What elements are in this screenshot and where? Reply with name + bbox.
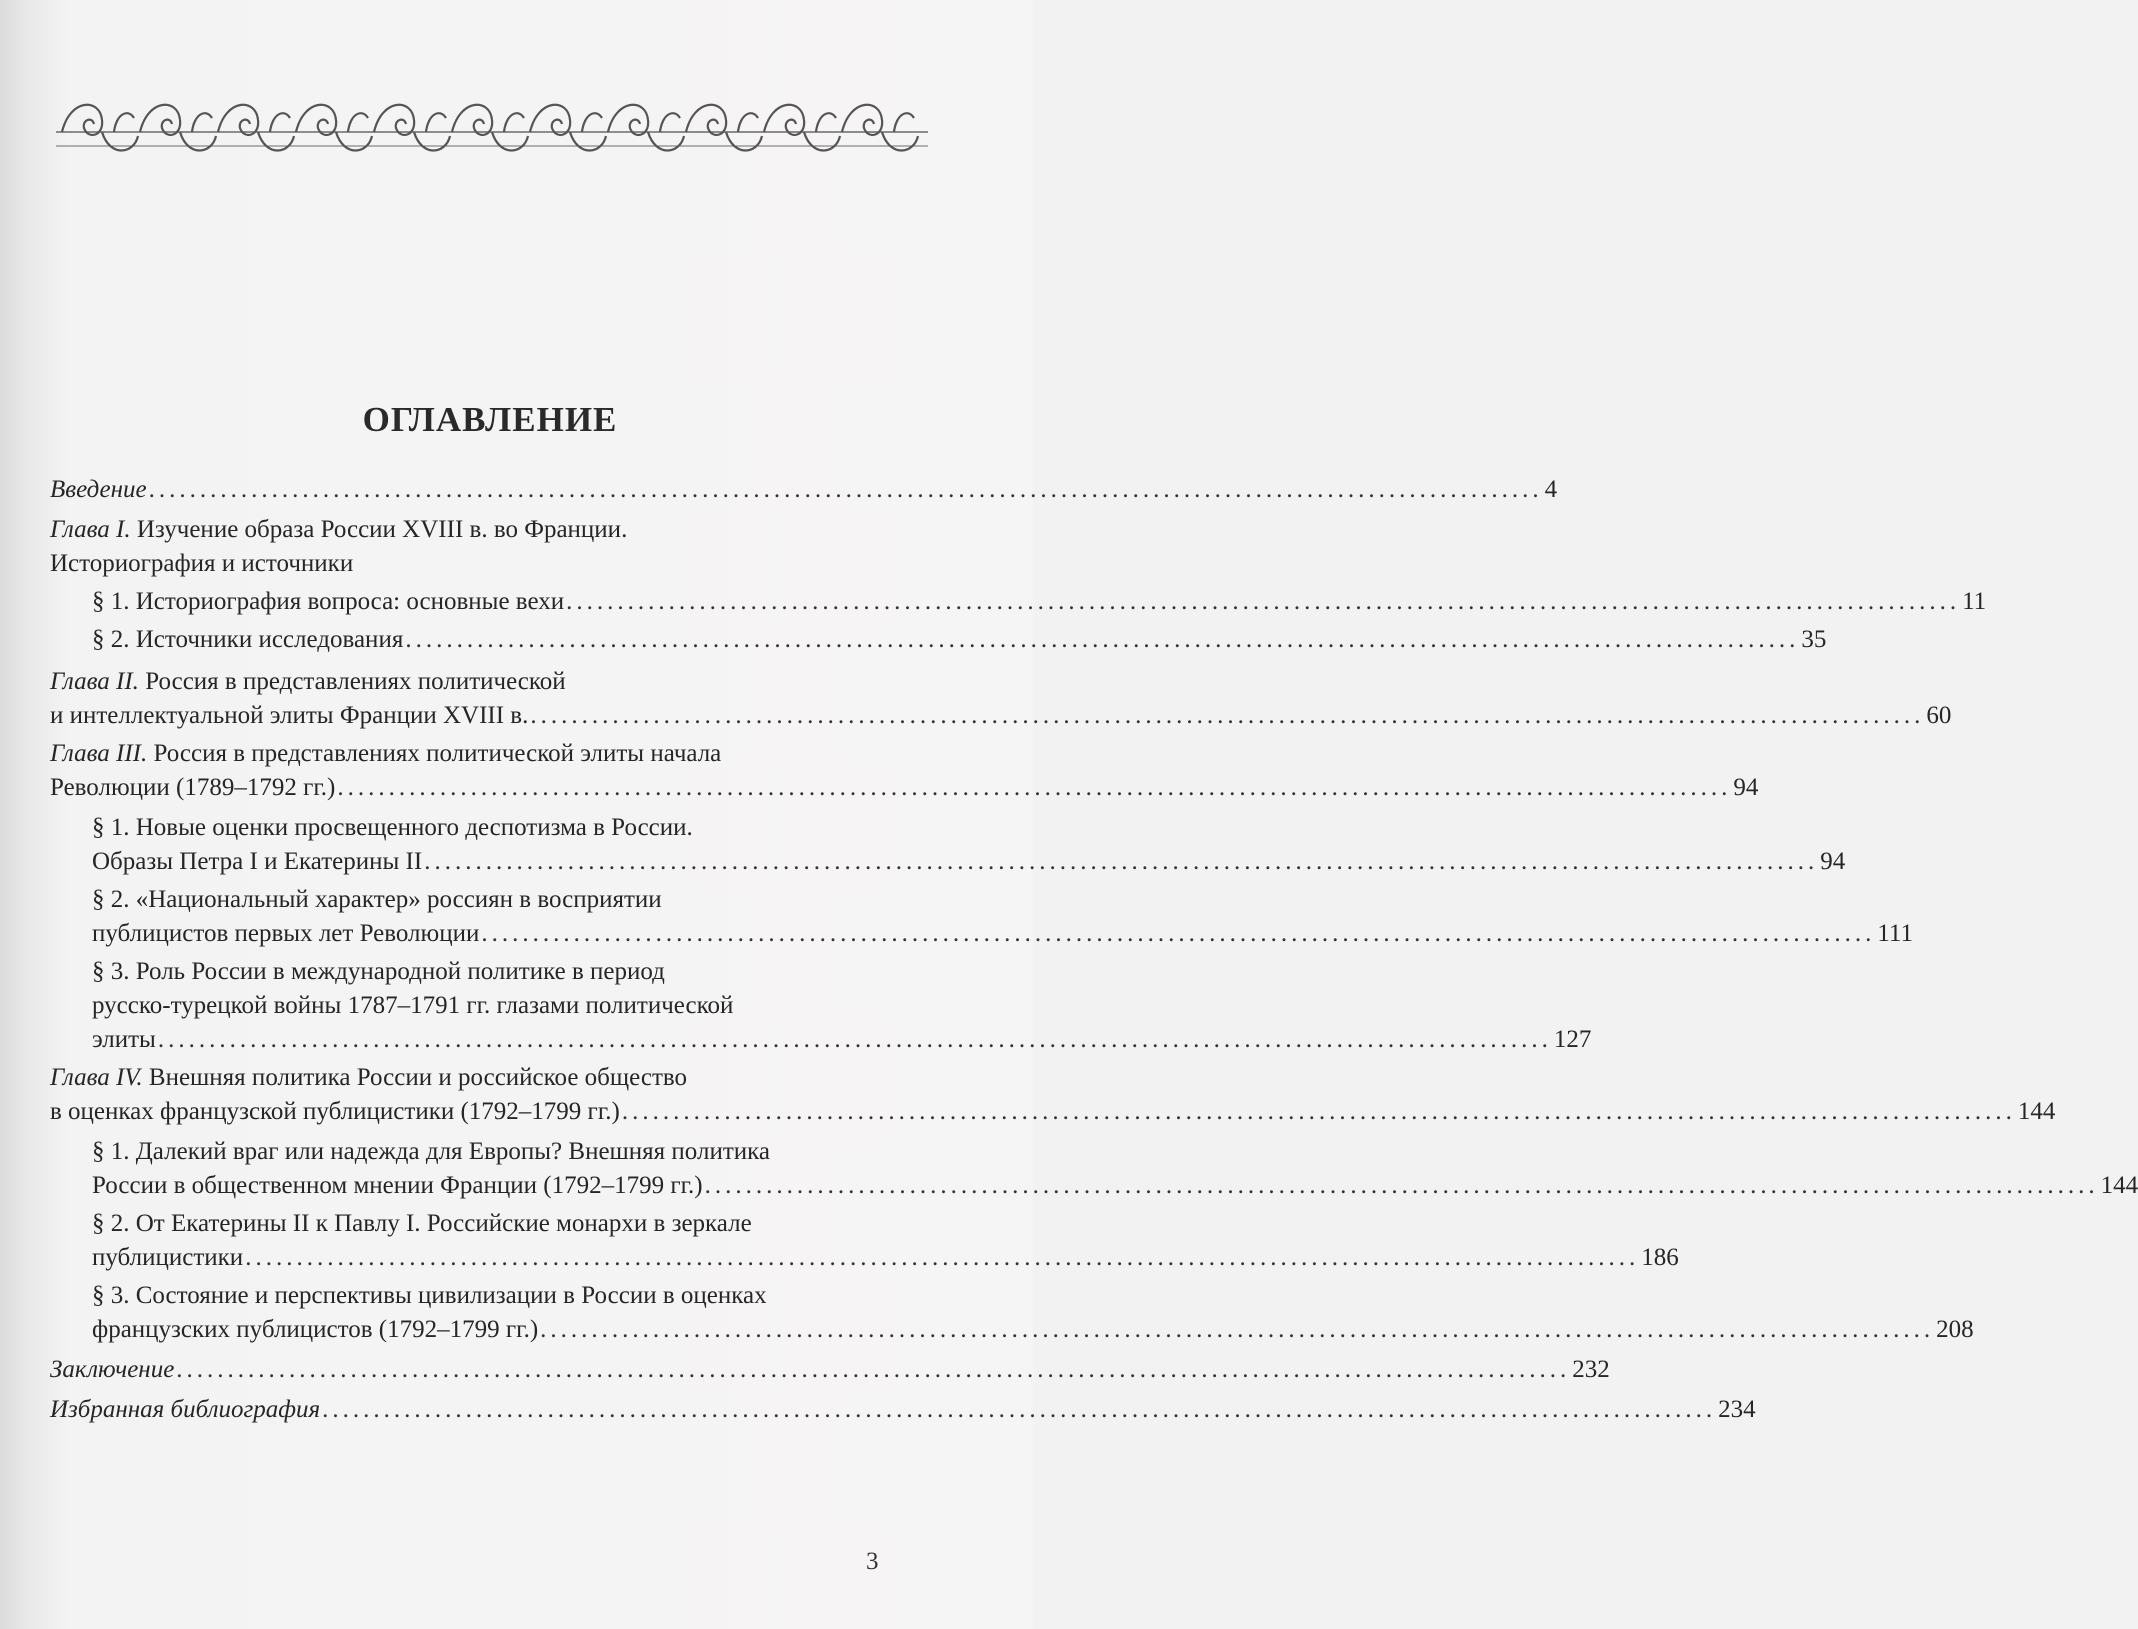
toc-chapter-1-line2 [50, 546, 353, 582]
toc-chapter-3[interactable] [50, 736, 721, 772]
toc-page-number: 232 [1572, 1356, 1610, 1383]
toc-section-4-2-line2 [92, 1240, 1679, 1276]
leader-dots: ........................................................................................................................................ [540, 1316, 1935, 1343]
chapter-title-line1: Внешняя политика России и российское общество [142, 1064, 688, 1091]
toc-page-number: 127 [1553, 1026, 1592, 1053]
toc-page-number: 186 [1641, 1244, 1679, 1271]
toc-page-number: 144 [2100, 1172, 2138, 1199]
toc-section-3-1[interactable] [92, 810, 693, 846]
chapter-title-line2: Революции (1789–1792 гг.) [50, 774, 336, 801]
toc-section-4-3[interactable] [92, 1278, 767, 1314]
section-title-line1: § 1. Новые оценки просвещенного деспотизма в России. [92, 814, 693, 841]
leader-dots: ........................................................................................................................................ [337, 774, 1732, 801]
toc-entry-label: Заключение [50, 1356, 175, 1383]
toc-page-number: 35 [1801, 626, 1827, 653]
toc-chapter-3-line2 [50, 770, 1759, 806]
toc-section-3-2[interactable] [92, 882, 662, 918]
toc-page-number: 208 [1936, 1316, 1974, 1343]
section-title-line3: элиты [92, 1026, 156, 1053]
section-title-line1: § 1. Далекий враг или надежда для Европы? Внешняя политика [92, 1138, 771, 1165]
toc-entry-conclusion[interactable] [50, 1352, 1610, 1388]
toc-section-4-3-line2 [92, 1312, 1974, 1348]
toc-page-number: 144 [2017, 1098, 2056, 1125]
toc-chapter-2[interactable] [50, 664, 566, 700]
section-title-line1: § 2. «Национальный характер» россиян в восприятии [92, 886, 662, 913]
page-number: 3 [866, 1548, 879, 1575]
toc-section-4-2[interactable] [92, 1206, 752, 1242]
leader-dots: ........................................................................................................................................ [157, 1026, 1552, 1053]
leader-dots: ........................................................................................................................................ [148, 476, 1543, 503]
leader-dots: ........................................................................................................................................ [322, 1396, 1717, 1423]
section-title-line1: § 3. Состояние и перспективы цивилизации в России в оценках [92, 1282, 767, 1309]
toc-entry-bibliography[interactable] [50, 1392, 1756, 1428]
chapter-prefix: Глава I. [50, 516, 131, 543]
leader-dots: ........................................................................................................................................ [530, 702, 1925, 729]
toc-section-3-3-line3 [92, 1022, 1592, 1058]
toc-page-number: 111 [1877, 920, 1913, 947]
leader-dots: ........................................................................................................................................ [405, 626, 1800, 653]
leader-dots: ........................................................................................................................................ [481, 920, 1876, 947]
toc-entry-label: Избранная библиография [50, 1396, 321, 1423]
section-title-line2: русско-турецкой войны 1787–1791 гг. глазами политической [92, 992, 734, 1019]
chapter-prefix: Глава II. [50, 668, 139, 695]
toc-entry-introduction[interactable] [50, 472, 1558, 508]
chapter-prefix: Глава III. [50, 740, 148, 767]
section-title-line2: России в общественном мнении Франции (1792–1799 гг.) [92, 1172, 703, 1199]
leader-dots: ........................................................................................................................................ [176, 1356, 1571, 1383]
section-title-line2: Образы Петра I и Екатерины II [92, 848, 423, 875]
section-title-line1: § 2. От Екатерины II к Павлу I. Российские монархи в зеркале [92, 1210, 752, 1237]
toc-section-3-1-line2 [92, 844, 1846, 880]
section-title-line2: публицистики [92, 1244, 244, 1271]
toc-section-1-1[interactable] [92, 584, 1987, 620]
toc-chapter-1[interactable] [50, 512, 627, 548]
toc-page-number: 94 [1733, 774, 1759, 801]
toc-page-number: 11 [1962, 588, 1987, 615]
toc-chapter-2-line2 [50, 698, 1952, 734]
leader-dots: ........................................................................................................................................ [424, 848, 1819, 875]
section-title-line2: французских публицистов (1792–1799 гг.) [92, 1316, 539, 1343]
section-title-line2: публицистов первых лет Революции [92, 920, 480, 947]
leader-dots: ........................................................................................................................................ [245, 1244, 1640, 1271]
toc-chapter-4-line2 [50, 1094, 2056, 1130]
toc-section-3-3[interactable] [92, 954, 665, 990]
leader-dots: ........................................................................................................................................ [704, 1172, 2099, 1199]
toc-chapter-4[interactable] [50, 1060, 687, 1096]
ornament-scrollwork [62, 105, 918, 151]
section-title-line1: § 3. Роль России в международной политике в период [92, 958, 665, 985]
chapter-title-line1: Изучение образа России XVIII в. во Франции. [130, 516, 628, 543]
chapter-title-line1: Россия в представлениях политической элиты начала [147, 740, 722, 767]
chapter-title-line1: Россия в представлениях политической [138, 668, 566, 695]
toc-entry-label: § 1. Историография вопроса: основные вехи [92, 588, 565, 615]
toc-entry-label: Введение [50, 476, 147, 503]
leader-dots: ........................................................................................................................................ [566, 588, 1961, 615]
chapter-title-line2: в оценках французской публицистики (1792–1799 гг.) [50, 1098, 620, 1125]
toc-page-number: 60 [1926, 702, 1952, 729]
chapter-title-line2: Историография и источники [50, 550, 354, 577]
toc-section-3-3-line2 [92, 988, 733, 1024]
toc-section-4-1-line2 [92, 1168, 2138, 1204]
toc-page-number: 94 [1820, 848, 1846, 875]
leader-dots: ........................................................................................................................................ [621, 1098, 2016, 1125]
toc-section-4-1[interactable] [92, 1134, 770, 1170]
toc-entry-label: § 2. Источники исследования [92, 626, 404, 653]
toc-page-number: 4 [1544, 476, 1558, 503]
toc-section-3-2-line2 [92, 916, 1913, 952]
toc-section-1-2[interactable] [92, 622, 1827, 658]
chapter-prefix: Глава IV. [50, 1064, 143, 1091]
page-title: ОГЛАВЛЕНИЕ [362, 400, 618, 439]
chapter-title-line2: и интеллектуальной элиты Франции XVIII в. [50, 702, 529, 729]
decorative-ornament-border [52, 88, 932, 168]
toc-page-number: 234 [1718, 1396, 1756, 1423]
